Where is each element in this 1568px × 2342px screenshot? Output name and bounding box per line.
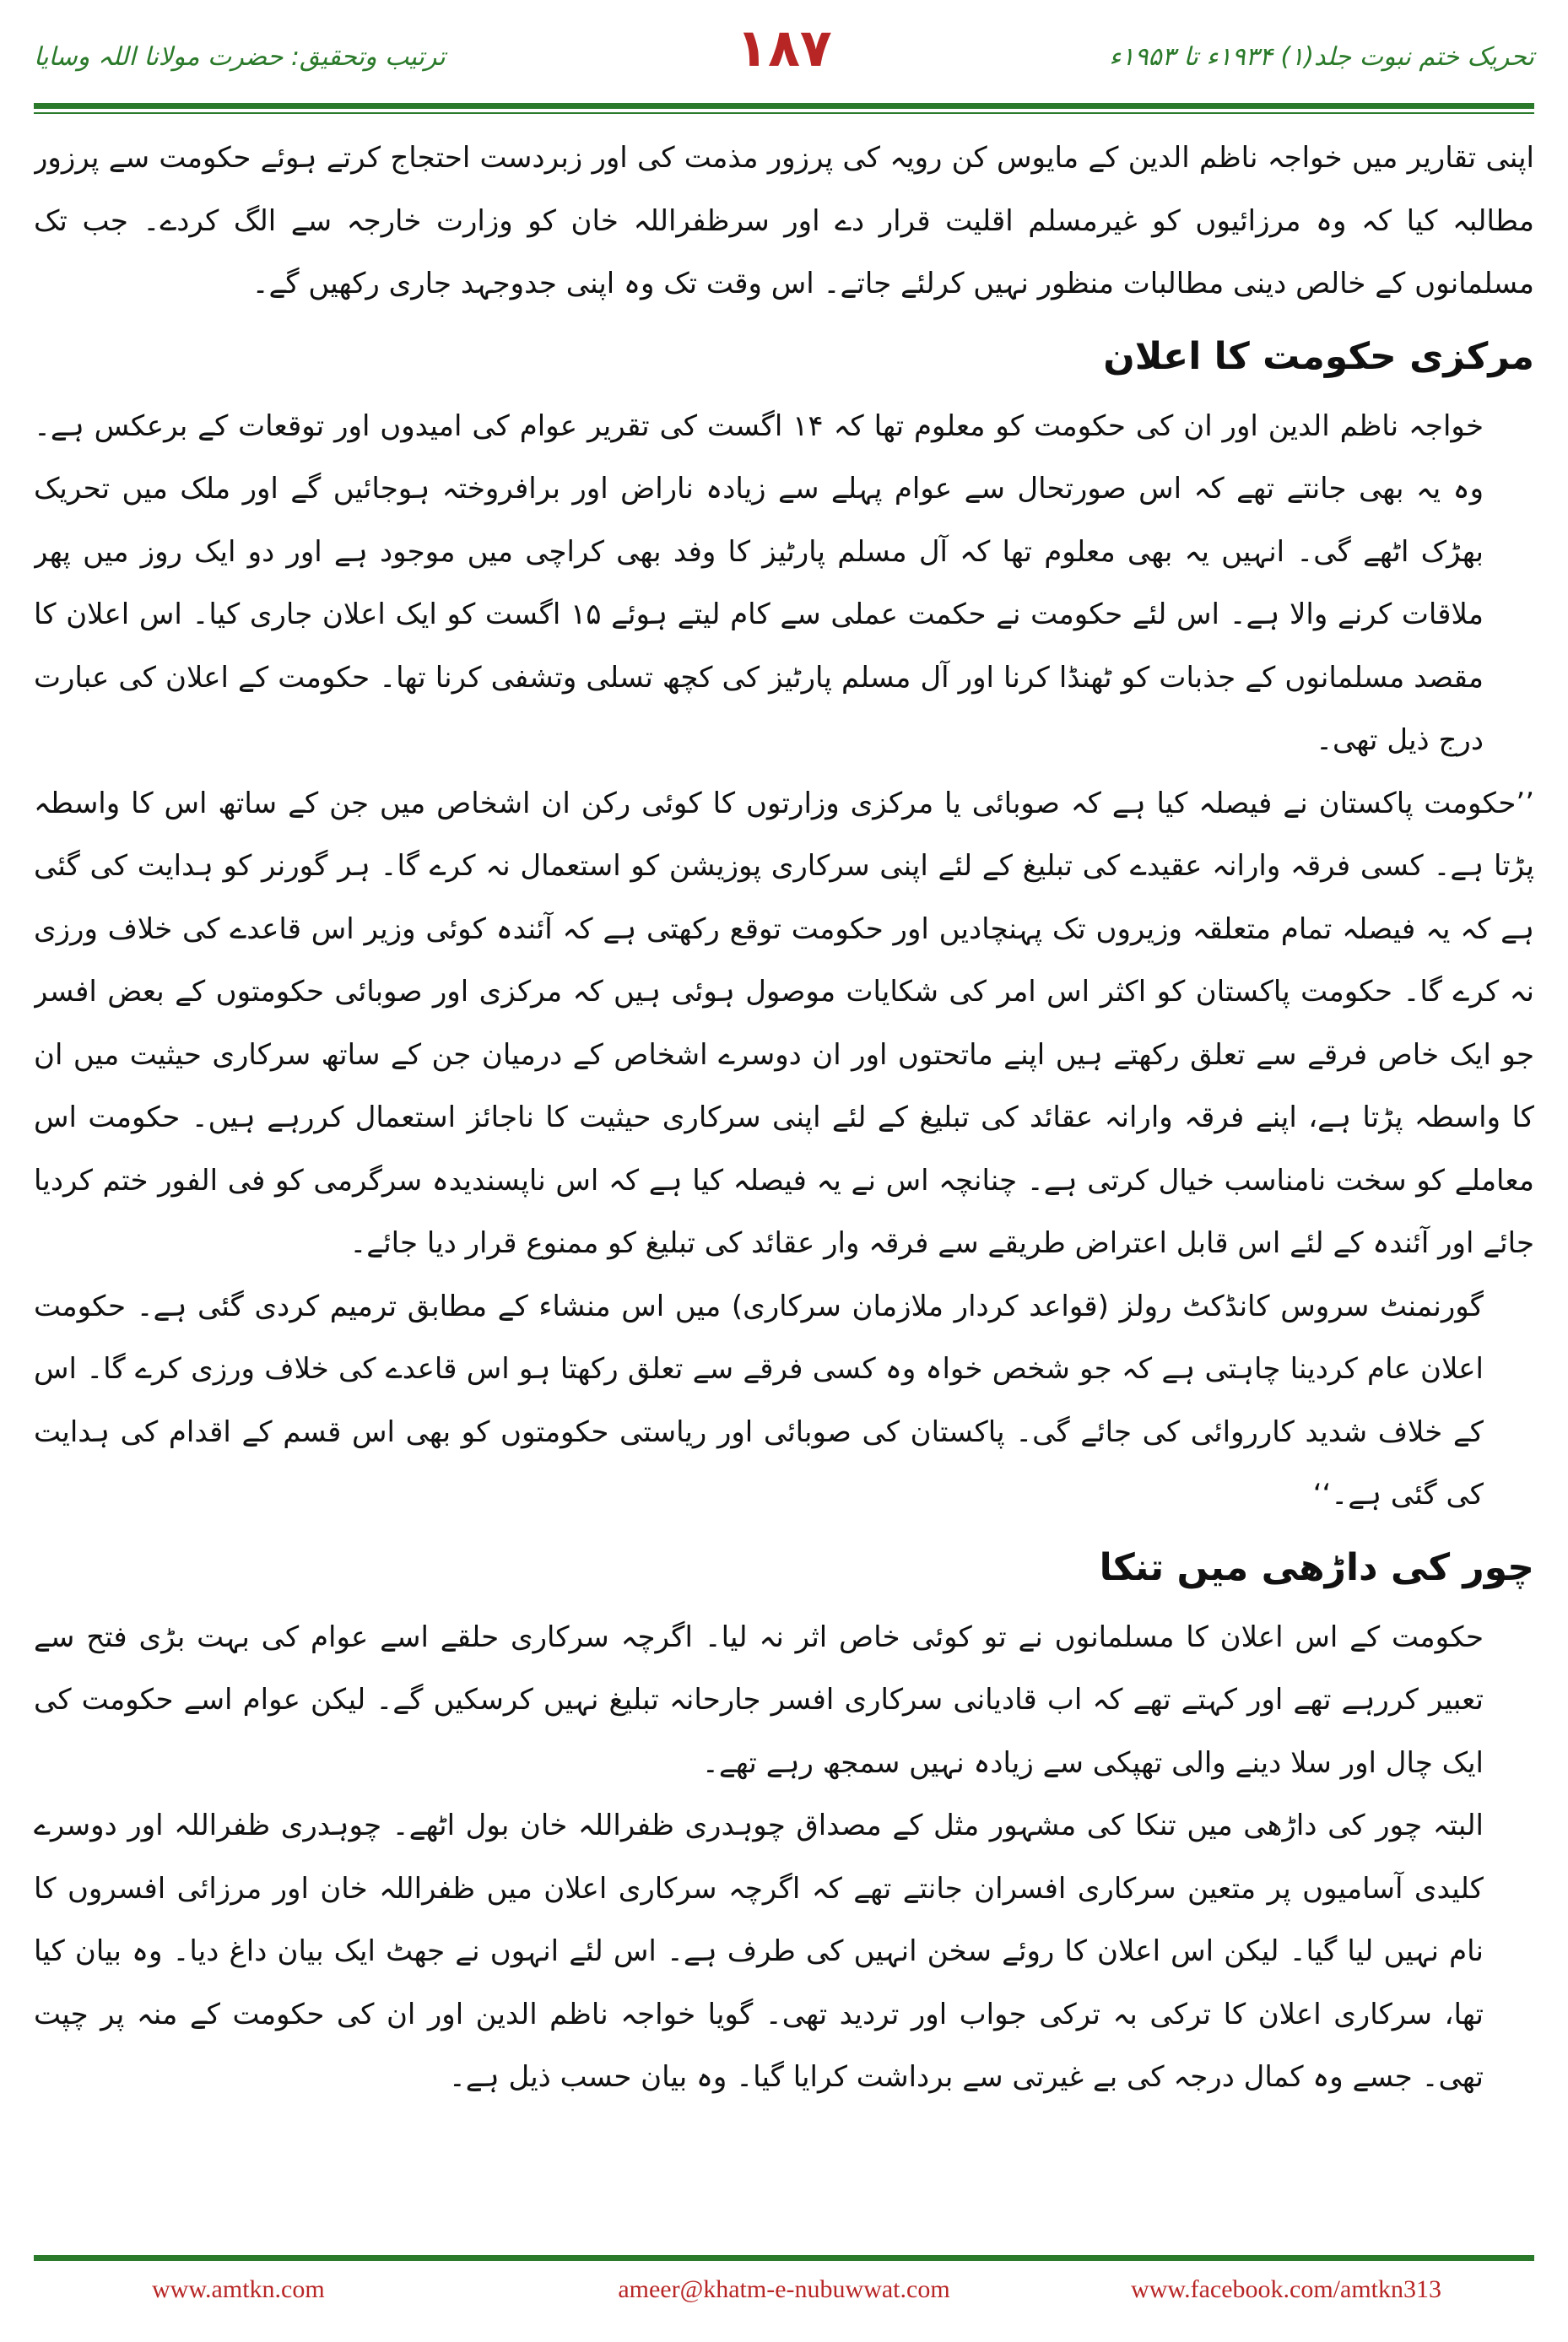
page-body — [34, 127, 1534, 2211]
website-link[interactable]: www.amtkn.com — [152, 2275, 325, 2303]
paragraph-6: البتہ چور کی داڑھی میں تنکا کی مشہور مثل کے مصداق چوہدری ظفراللہ خان بول اٹھے۔ چوہدری ظفراللہ اور دوسرے کلیدی آسامیوں پر متعین سرکاری افسران جانتے تھے کہ اگرچہ سرکاری اعلان میں ظفراللہ خان اور مرزائی افسروں کا نام نہیں لیا گیا۔ لیکن اس اعلان کا روئے سخن انہیں کی طرف ہے۔ اس لئے انہوں نے جھٹ ایک بیان داغ دیا۔ وہ بیان کیا تھا، سرکاری اعلان کا ترکی بہ ترکی جواب اور تردید تھی۔ گویا خواجہ ناظم الدین اور ان کی حکومت کے منہ پر چپت تھی۔ جسے وہ کمال درجہ کی بے غیرتی سے برداشت کرایا گیا۔ وہ بیان حسب ذیل ہے۔ — [34, 1809, 1484, 2094]
section-heading-straw: چور کی داڑھی میں تنکا — [1099, 1545, 1534, 1589]
facebook-link[interactable]: www.facebook.com/amtkn313 — [1131, 2275, 1441, 2303]
paragraph-1: اپنی تقاریر میں خواجہ ناظم الدین کے مایوس کن رویہ کی پرزور مذمت کی اور زبردست احتجاج کرتے ہوئے حکومت سے پرزور مطالبہ کیا کہ وہ مرزائیوں کو غیرمسلم اقلیت قرار دے اور سرظفراللہ خان کو وزارت خارجہ سے الگ کردے۔ جب تک مسلمانوں کے خالص دینی مطالبات منظور نہیں کرلئے جاتے۔ اس وقت تک وہ اپنی جدوجہد جاری رکھیں گے۔ — [34, 141, 1534, 300]
header-divider — [34, 103, 1534, 109]
paragraph-4: گورنمنٹ سروس کانڈکٹ رولز (قواعد کردار ملازمان سرکاری) میں اس منشاء کے مطابق ترمیم کردی گئی ہے۔ حکومت اعلان عام کردینا چاہتی ہے کہ جو شخص خواہ وہ کسی فرقے سے تعلق رکھتا ہو اس قاعدے کی خلاف ورزی کرے گا۔ اس کے خلاف شدید کارروائی کی جائے گی۔ پاکستان کی صوبائی اور ریاستی حکومتوں کو بھی اس قسم کے اقدام کی ہدایت کی گئی ہے۔‘‘ — [34, 1289, 1484, 1512]
paragraph-5: حکومت کے اس اعلان کا مسلمانوں نے تو کوئی خاص اثر نہ لیا۔ اگرچہ سرکاری حلقے اسے عوام کی بہت بڑی فتح سے تعبیر کررہے تھے اور کہتے تھے کہ اب قادیانی سرکاری افسر جارحانہ تبلیغ نہیں کرسکیں گے۔ لیکن عوام اسے حکومت کی ایک چال اور سلا دینے والی تھپکی سے زیادہ نہیں سمجھ رہے تھے۔ — [34, 1620, 1484, 1780]
quoted-announcement: ’’حکومت پاکستان نے فیصلہ کیا ہے کہ صوبائی یا مرکزی وزارتوں کا کوئی رکن ان اشخاص میں جن کے ساتھ اس کا واسطہ پڑتا ہے۔ کسی فرقہ وارانہ عقیدے کی تبلیغ کے لئے اپنی سرکاری پوزیشن کو استعمال نہ کرے گا۔ ہر گورنر کو ہدایت کی گئی ہے کہ یہ فیصلہ تمام متعلقہ وزیروں تک پہنچادیں اور حکومت توقع رکھتی ہے کہ آئندہ کوئی وزیر اس قاعدے کی خلاف ورزی نہ کرے گا۔ حکومت پاکستان کو اکثر اس امر کی شکایات موصول ہوئی ہیں کہ مرکزی اور صوبائی حکومتوں کے بعض افسر جو ایک خاص فرقے سے تعلق رکھتے ہیں اپنے ماتحتوں اور ان دوسرے اشخاص کے درمیان جن کے ساتھ سرکاری حیثیت میں ان کا واسطہ پڑتا ہے، اپنے فرقہ وارانہ عقائد کی تبلیغ کے لئے اپنی سرکاری حیثیت کا ناجائز استعمال کررہے ہیں۔ حکومت اس معاملے کو سخت نامناسب خیال کرتی ہے۔ چنانچہ اس نے یہ فیصلہ کیا ہے کہ اس ناپسندیدہ سرگرمی کو فی الفور ختم کردیا جائے اور آئندہ کے لئے اس قابل اعتراض طریقے سے فرقہ وار عقائد کی تبلیغ کو ممنوع قرار دیا جائے۔ — [34, 786, 1534, 1260]
page-footer — [34, 2267, 1534, 2318]
page-number: ۱۸۷ — [736, 17, 832, 78]
footer-divider — [34, 2255, 1534, 2261]
page-header — [34, 17, 1534, 101]
paragraph-2: خواجہ ناظم الدین اور ان کی حکومت کو معلوم تھا کہ ۱۴ اگست کی تقریر عوام کی امیدوں اور توقعات کے برعکس ہے۔ وہ یہ بھی جانتے تھے کہ اس صورتحال سے عوام پہلے سے زیادہ ناراض اور برافروختہ ہوجائیں گے اور ملک میں تحریک بھڑک اٹھے گی۔ انہیں یہ بھی معلوم تھا کہ آل مسلم پارٹیز کا وفد بھی کراچی میں موجود ہے اور دو ایک روز میں پھر ملاقات کرنے والا ہے۔ اس لئے حکومت نے حکمت عملی سے کام لیتے ہوئے ۱۵ اگست کو ایک اعلان جاری کیا۔ اس اعلان کا مقصد مسلمانوں کے جذبات کو ٹھنڈا کرنا اور آل مسلم پارٹیز کی کچھ تسلی وتشفی کرنا تھا۔ حکومت کے اعلان کی عبارت درج ذیل تھی۔ — [34, 408, 1484, 757]
compiler-credit: ترتیب وتحقیق: حضرت مولانا اللہ وسایا — [34, 42, 446, 72]
book-title: تحریک ختم نبوت جلد(۱) ۱۹۳۴ء تا ۱۹۵۳ء — [1109, 42, 1534, 72]
email-link[interactable]: ameer@khatm-e-nubuwwat.com — [618, 2275, 950, 2303]
section-heading-announcement: مرکزی حکومت کا اعلان — [1103, 334, 1534, 378]
header-divider-thin — [34, 112, 1534, 114]
